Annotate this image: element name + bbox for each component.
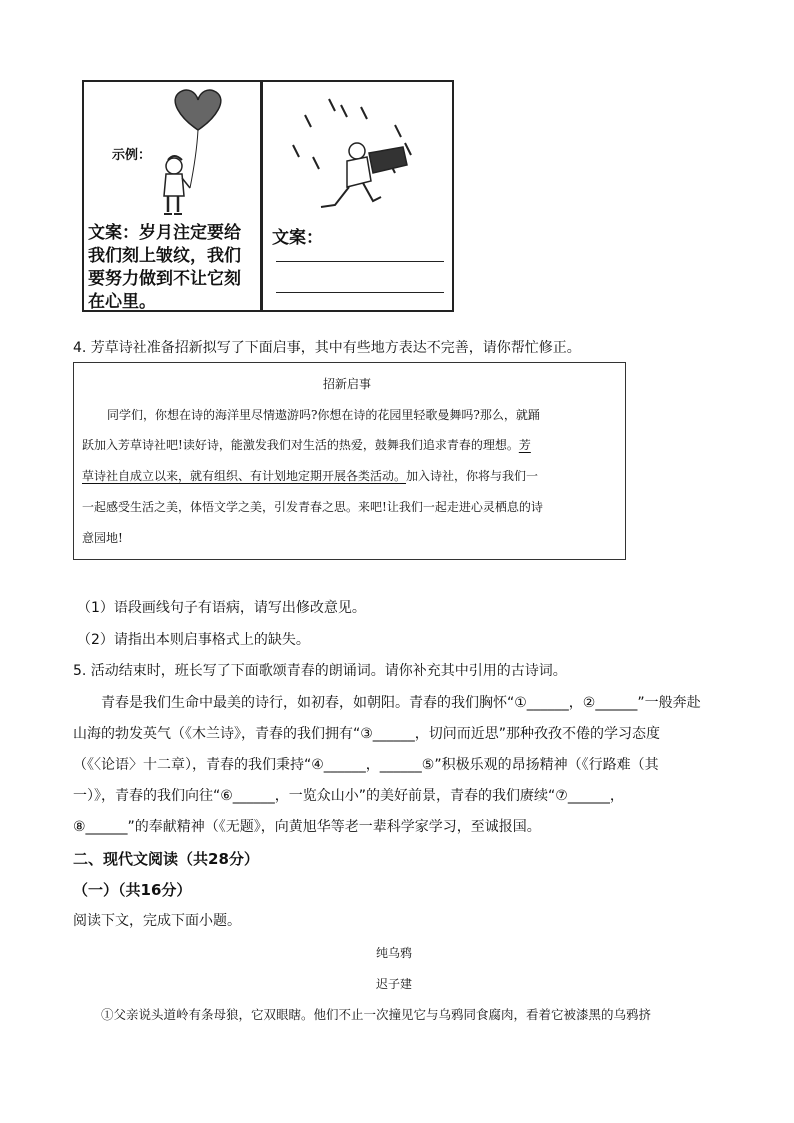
- left-caption-line: 要努力做到不让它刻: [88, 269, 241, 289]
- notice-line: 一起感受生活之美，体悟文学之美，引发青春之思。来吧!让我们一起走进心灵栖息的诗: [82, 500, 543, 514]
- example-label: 示例：: [112, 148, 152, 163]
- notice-title: 招新启事: [323, 377, 372, 391]
- question-5-prompt: 5. 活动结束时，班长写了下面歌颂青春的朗诵词。请你补充其中引用的古诗词。: [73, 663, 567, 679]
- notice-line: 同学们，你想在诗的海洋里尽情遨游吗?你想在诗的花园里轻歌曼舞吗?那么，就踊: [107, 408, 540, 422]
- question-4-prompt: 4. 芳草诗社准备招新拟写了下面启事，其中有些地方表达不完善，请你帮忙修正。: [73, 340, 581, 356]
- comic-divider: [260, 80, 263, 312]
- reading-instruction: 阅读下文，完成下面小题。: [73, 913, 241, 929]
- article-title: 纯乌鸦: [376, 946, 413, 960]
- q5-line: ⑧______”的奉献精神（《无题》，向黄旭华等老一辈科学家学习，至诚报国。: [73, 819, 541, 835]
- answer-line: [276, 292, 444, 293]
- article-first-line: ①父亲说头道岭有条母狼，它双眼瞎。他们不止一次撞见它与乌鸦同食腐肉，看着它被漆黑的乌鸦挤: [101, 1007, 652, 1022]
- left-caption-line: 我们刻上皱纹，我们: [88, 246, 241, 266]
- part-heading: （一）（共16分）: [73, 881, 192, 899]
- q5-line: 一）》，青春的我们向往“⑥______，一览众山小”的美好前景，青春的我们赓续“⑦______，: [73, 788, 624, 804]
- underlined-sentence: 草诗社自成立以来，就有组织、有计划地定期开展各类活动。: [82, 469, 407, 483]
- notice-line: 意园地!: [82, 531, 123, 545]
- q5-line: 青春是我们生命中最美的诗行，如初春，如朝阳。青春的我们胸怀“①______，②______”一般奔赴: [101, 695, 701, 711]
- rain-runner-illustration: [285, 95, 425, 220]
- notice-line: 跃加入芳草诗社吧!读好诗，能激发我们对生活的热爱，鼓舞我们追求青春的理想。芳: [82, 438, 531, 452]
- answer-line: [276, 261, 444, 262]
- left-caption-line: 文案：岁月注定要给: [88, 223, 241, 243]
- left-caption-line: 在心里。: [88, 292, 156, 312]
- section-heading: 二、现代文阅读（共28分）: [73, 850, 259, 868]
- article-author: 迟子建: [376, 977, 413, 991]
- q5-line: （《〈论语〉十二章），青春的我们秉持“④______，______⑤”积极乐观的昂扬精神（《行路难（其: [73, 757, 659, 773]
- underlined-sentence-part: 芳: [518, 438, 531, 452]
- balloon-child-illustration: [150, 88, 250, 223]
- notice-line: 草诗社自成立以来，就有组织、有计划地定期开展各类活动。加入诗社，你将与我们一: [82, 469, 539, 483]
- right-caption-label: 文案：: [272, 228, 323, 248]
- q5-line: 山海的勃发英气（《木兰诗》，青春的我们拥有“③______，切问而近思”那种孜孜不倦的学习态度: [73, 726, 661, 742]
- question-4-sub-2: （2）请指出本则启事格式上的缺失。: [77, 632, 310, 648]
- question-4-sub-1: （1）语段画线句子有语病，请写出修改意见。: [77, 600, 366, 616]
